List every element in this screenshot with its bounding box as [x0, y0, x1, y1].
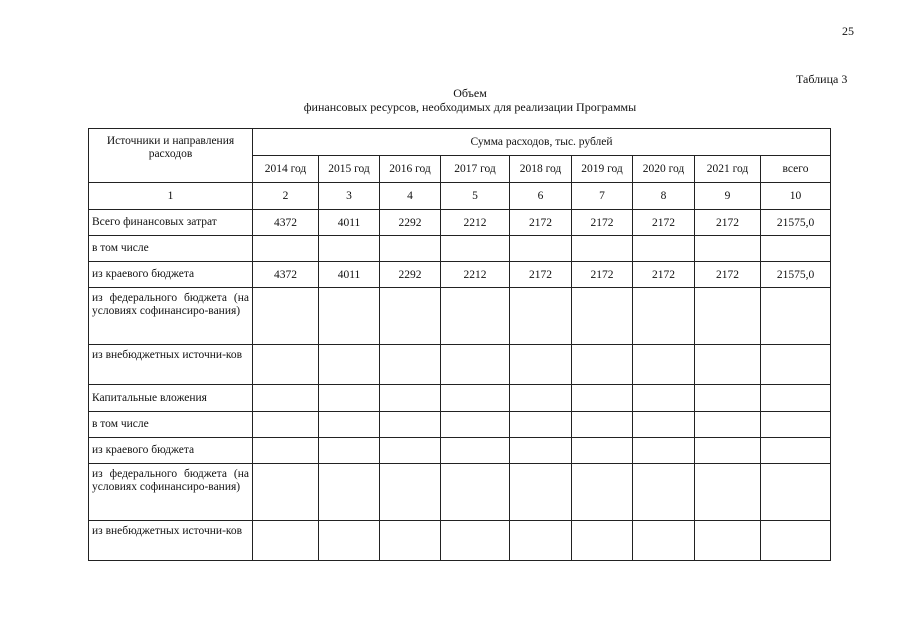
row-value	[441, 438, 510, 464]
row-value	[761, 412, 831, 438]
table-row	[89, 385, 831, 412]
title-line-1: Объем	[453, 86, 487, 100]
row-label: Всего финансовых затрат	[89, 210, 253, 236]
row-value	[572, 288, 633, 345]
row-value	[572, 438, 633, 464]
table-row	[89, 288, 831, 345]
row-value	[572, 385, 633, 412]
row-value	[319, 412, 380, 438]
row-value	[633, 288, 695, 345]
row-value	[510, 385, 572, 412]
row-value	[253, 288, 319, 345]
row-value	[761, 385, 831, 412]
row-value	[633, 236, 695, 262]
row-value: 2172	[695, 262, 761, 288]
header-year: 2016 год	[380, 156, 441, 183]
row-value	[572, 345, 633, 385]
column-number: 3	[319, 183, 380, 210]
row-value	[253, 385, 319, 412]
row-value	[253, 438, 319, 464]
row-value	[441, 464, 510, 521]
row-value	[380, 236, 441, 262]
row-value	[380, 288, 441, 345]
row-value: 2172	[695, 210, 761, 236]
row-value	[319, 521, 380, 561]
table-row	[89, 236, 831, 262]
table-label: Таблица 3	[796, 72, 848, 86]
header-year: 2014 год	[253, 156, 319, 183]
row-value: 2172	[633, 210, 695, 236]
row-value	[253, 345, 319, 385]
page-number: 25	[842, 24, 854, 38]
row-value	[572, 412, 633, 438]
row-value	[761, 236, 831, 262]
table-row	[89, 210, 831, 236]
row-value	[319, 438, 380, 464]
row-value	[380, 438, 441, 464]
title-line-2: финансовых ресурсов, необходимых для реализации Программы	[303, 100, 637, 114]
header-year: 2017 год	[441, 156, 510, 183]
row-value	[695, 385, 761, 412]
column-number: 2	[253, 183, 319, 210]
row-value: 2212	[441, 262, 510, 288]
column-number: 4	[380, 183, 441, 210]
row-value	[380, 521, 441, 561]
row-value	[695, 438, 761, 464]
header-year: 2021 год	[695, 156, 761, 183]
header-year: 2018 год	[510, 156, 572, 183]
row-value: 2172	[510, 262, 572, 288]
row-value: 4011	[319, 262, 380, 288]
table-title	[260, 86, 680, 114]
table-row	[89, 345, 831, 385]
header-year: 2019 год	[572, 156, 633, 183]
row-value: 2172	[633, 262, 695, 288]
row-value	[633, 345, 695, 385]
row-value	[761, 521, 831, 561]
row-value: 4372	[253, 262, 319, 288]
table-row	[89, 438, 831, 464]
row-value	[633, 464, 695, 521]
row-value: 21575,0	[761, 210, 831, 236]
row-value	[319, 236, 380, 262]
row-value	[441, 345, 510, 385]
row-value	[572, 464, 633, 521]
row-value	[572, 521, 633, 561]
column-number: 8	[633, 183, 695, 210]
row-value	[761, 288, 831, 345]
table-row	[89, 262, 831, 288]
row-label: из внебюджетных источни-ков	[89, 521, 253, 561]
row-value	[761, 464, 831, 521]
row-value	[253, 412, 319, 438]
row-value	[633, 438, 695, 464]
row-value	[441, 385, 510, 412]
row-value	[510, 464, 572, 521]
row-label: в том числе	[89, 236, 253, 262]
row-value	[695, 345, 761, 385]
row-label: Капитальные вложения	[89, 385, 253, 412]
table-row	[89, 521, 831, 561]
row-value: 4372	[253, 210, 319, 236]
column-number: 5	[441, 183, 510, 210]
row-value	[510, 345, 572, 385]
row-value	[319, 464, 380, 521]
row-label: из федерального бюджета (на условиях софинансиро-вания)	[89, 288, 253, 345]
row-value	[695, 236, 761, 262]
header-sum: Сумма расходов, тыс. рублей	[253, 129, 831, 156]
row-value	[572, 236, 633, 262]
row-value	[510, 236, 572, 262]
row-value	[633, 412, 695, 438]
row-value: 2292	[380, 262, 441, 288]
row-value	[253, 464, 319, 521]
row-value	[441, 521, 510, 561]
row-label: из федерального бюджета (на условиях софинансиро-вания)	[89, 464, 253, 521]
column-number: 9	[695, 183, 761, 210]
row-value	[441, 412, 510, 438]
row-value	[380, 345, 441, 385]
row-value	[761, 438, 831, 464]
column-number: 7	[572, 183, 633, 210]
header-year: 2015 год	[319, 156, 380, 183]
row-value: 2292	[380, 210, 441, 236]
row-value: 2172	[572, 262, 633, 288]
header-sources: Источники и направления расходов	[89, 129, 253, 183]
column-number: 6	[510, 183, 572, 210]
row-value	[695, 288, 761, 345]
row-value	[633, 521, 695, 561]
row-value: 4011	[319, 210, 380, 236]
row-value	[253, 521, 319, 561]
row-value	[380, 385, 441, 412]
row-label: из краевого бюджета	[89, 438, 253, 464]
row-value	[761, 345, 831, 385]
column-number: 10	[761, 183, 831, 210]
row-value	[695, 464, 761, 521]
row-value	[441, 236, 510, 262]
row-value	[510, 438, 572, 464]
header-year: 2020 год	[633, 156, 695, 183]
table-row	[89, 412, 831, 438]
row-label: из краевого бюджета	[89, 262, 253, 288]
row-value	[510, 412, 572, 438]
row-label: в том числе	[89, 412, 253, 438]
row-value	[319, 385, 380, 412]
row-value	[380, 412, 441, 438]
row-value	[695, 521, 761, 561]
row-value	[441, 288, 510, 345]
row-value	[510, 521, 572, 561]
row-value	[319, 345, 380, 385]
header-row-1	[89, 129, 831, 156]
row-value	[380, 464, 441, 521]
row-value	[695, 412, 761, 438]
row-value: 2172	[572, 210, 633, 236]
column-numbers-row	[89, 183, 831, 210]
column-number: 1	[89, 183, 253, 210]
row-value: 21575,0	[761, 262, 831, 288]
row-value	[510, 288, 572, 345]
row-value	[633, 385, 695, 412]
header-total: всего	[761, 156, 831, 183]
table-row	[89, 464, 831, 521]
row-value: 2212	[441, 210, 510, 236]
row-value: 2172	[510, 210, 572, 236]
row-label: из внебюджетных источни-ков	[89, 345, 253, 385]
financial-table	[88, 128, 831, 561]
row-value	[253, 236, 319, 262]
row-value	[319, 288, 380, 345]
